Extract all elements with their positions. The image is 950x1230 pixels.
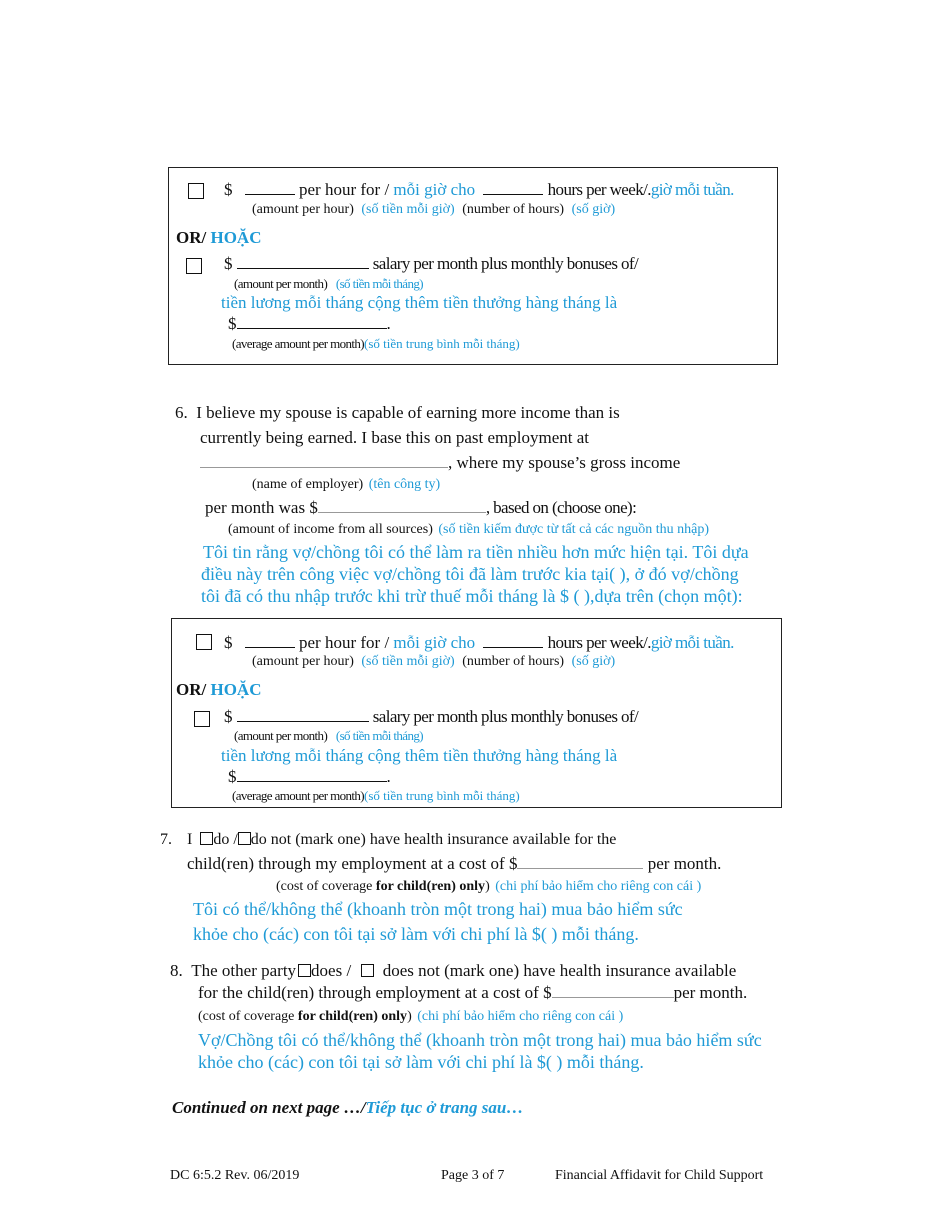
per-hour-label-vi: mỗi giờ cho (393, 633, 476, 652)
bonus-amount-field-1[interactable] (237, 314, 387, 329)
item6-text4b: , based on (choose one): (485, 498, 637, 517)
caption-number-of-hours-vi: (số giờ) (571, 654, 616, 669)
does-not-checkbox[interactable] (361, 964, 374, 977)
hours-per-week-label-vi: giờ mỗi tuần. (650, 633, 734, 652)
salary-checkbox-2[interactable] (194, 711, 210, 727)
caption-cost-end: ) (407, 1009, 412, 1024)
item8-text2b: per month. (673, 983, 748, 1002)
salary-amount-field-2[interactable] (237, 707, 369, 722)
amount-per-hour-field-2[interactable] (245, 633, 295, 648)
caption-cost: (cost of coverage (198, 1009, 295, 1024)
does-not-label: does not (mark one) have health insurance available (382, 961, 737, 980)
or-text: OR/ (176, 680, 207, 699)
salary-line-1 (224, 254, 638, 274)
caption-amount-per-month: (amount per month) (234, 728, 328, 743)
caption-number-of-hours: (number of hours) (462, 202, 565, 217)
hours-field-2[interactable] (483, 633, 543, 648)
per-hour-label: per hour for / (299, 633, 390, 652)
or-text-vi: HOẶC (210, 680, 262, 699)
or-text-vi: HOẶC (210, 228, 262, 247)
item6-line1 (175, 403, 620, 423)
hourly-captions-1 (252, 202, 615, 218)
caption-amount-per-month-vi: (số tiền mỗi tháng) (335, 276, 424, 291)
bonus-captions-1 (232, 336, 520, 352)
caption-cost-vi: (chi phí bảo hiểm cho riêng con cái ) (495, 879, 702, 894)
salary-amount-field-1[interactable] (237, 254, 369, 269)
salary-label: salary per month plus monthly bonuses of/ (372, 707, 639, 726)
caption-cost-bold: for child(ren) only (297, 1009, 408, 1024)
item8-text2a: for the child(ren) through employment at a cost of $ (198, 983, 552, 1002)
caption-cost-vi: (chi phí bảo hiểm cho riêng con cái ) (417, 1009, 624, 1024)
item6-vi-line1: Tôi tin rằng vợ/chồng tôi có thể làm ra tiền nhiều hơn mức hiện tại. Tôi dựa (203, 542, 749, 562)
hourly-line-2 (224, 633, 734, 653)
caption-amount-per-month-vi: (số tiền mỗi tháng) (335, 728, 424, 743)
caption-cost-bold: for child(ren) only (375, 879, 486, 894)
caption-amount-per-month: (amount per month) (234, 276, 328, 291)
employer-name-field[interactable] (200, 453, 448, 468)
salary-captions-1 (234, 276, 423, 292)
caption-amount-per-hour: (amount per hour) (252, 202, 354, 217)
item6-text3: , where my spouse’s gross income (448, 453, 681, 472)
item-number: 6. (175, 403, 188, 422)
item6-text1: I believe my spouse is capable of earning more income than is (196, 403, 620, 422)
caption-employer: (name of employer) (252, 477, 364, 492)
caption-income-sources-vi: (số tiền kiếm được từ tất cả các nguồn thu nhập) (438, 522, 709, 537)
do-not-label: do not (mark one) have health insurance available for the (250, 831, 617, 848)
caption-average: (average amount per month) (232, 336, 365, 351)
item7-vi-line2: khỏe cho (các) con tôi tại sở làm với chi phí là $( ) mỗi tháng. (193, 924, 639, 944)
bonus-amount-field-2[interactable] (237, 767, 387, 782)
item7-number: 7. (160, 831, 172, 848)
item7-line1 (187, 831, 616, 849)
item6-text4a: per month was $ (205, 498, 318, 517)
item8-line1 (170, 961, 736, 981)
item7-i: I (187, 831, 193, 848)
hours-per-week-label-vi: giờ mỗi tuần. (650, 180, 734, 199)
does-checkbox[interactable] (298, 964, 311, 977)
salary-line-2 (224, 707, 638, 727)
item8-text1a: The other party (191, 961, 297, 980)
caption-cost: (cost of coverage (276, 879, 373, 894)
cost-per-month-field-8[interactable] (552, 983, 674, 998)
or-label-2 (176, 680, 261, 700)
dollar-sign: $ (224, 633, 233, 652)
period: . (386, 314, 391, 333)
item6-line2: currently being earned. I base this on past employment at (200, 428, 589, 447)
or-text: OR/ (176, 228, 207, 247)
caption-number-of-hours: (number of hours) (462, 654, 565, 669)
dollar-sign: $ (228, 767, 237, 786)
item8-vi-line2: khỏe cho (các) con tôi tại sở làm với chi phí là $( ) mỗi tháng. (198, 1052, 644, 1072)
do-label: do / (213, 831, 238, 848)
dollar-sign: $ (224, 180, 233, 199)
salary-captions-2 (234, 728, 423, 744)
item7-line2 (187, 854, 721, 874)
caption-number-of-hours-vi: (số giờ) (571, 202, 616, 217)
salary-checkbox-1[interactable] (186, 258, 202, 274)
item7-cost-captions (276, 879, 701, 895)
caption-average: (average amount per month) (232, 788, 365, 803)
caption-average-vi: (số tiền trung bình mỗi tháng) (364, 788, 520, 803)
per-hour-label-vi: mỗi giờ cho (393, 180, 476, 199)
continued-en: Continued on next page …/ (172, 1098, 366, 1117)
per-hour-label: per hour for / (299, 180, 390, 199)
hourly-checkbox-1[interactable] (188, 183, 204, 199)
caption-amount-per-hour-vi: (số tiền mỗi giờ) (361, 654, 455, 669)
or-label-1 (176, 228, 261, 248)
dollar-sign: $ (224, 707, 233, 726)
item7-text2a: child(ren) through my employment at a cost of $ (187, 854, 518, 873)
employer-captions (252, 477, 440, 493)
do-checkbox[interactable] (200, 832, 213, 845)
gross-income-field[interactable] (318, 498, 486, 513)
item7-vi-line1: Tôi có thể/không thể (khoanh tròn một trong hai) mua bảo hiểm sức (193, 899, 683, 919)
caption-amount-per-hour: (amount per hour) (252, 654, 354, 669)
continued-notice (172, 1098, 523, 1118)
hours-field-1[interactable] (483, 180, 543, 195)
item6-line3 (200, 453, 680, 473)
footer-title: Financial Affidavit for Child Support (555, 1168, 764, 1183)
caption-income-sources: (amount of income from all sources) (228, 522, 433, 537)
hours-per-week-label: hours per week/. (547, 180, 651, 199)
item7-text2b: per month. (647, 854, 722, 873)
dollar-sign: $ (228, 314, 237, 333)
item6-line4 (205, 498, 636, 518)
bonus-line-2 (228, 767, 391, 787)
salary-label-vi-1: tiền lương mỗi tháng cộng thêm tiền thưởng hàng tháng là (221, 293, 618, 312)
caption-amount-per-hour-vi: (số tiền mỗi giờ) (361, 202, 455, 217)
income-captions (228, 522, 709, 538)
caption-cost-end: ) (485, 879, 490, 894)
do-not-checkbox[interactable] (238, 832, 251, 845)
item8-cost-captions (198, 1009, 623, 1025)
hourly-captions-2 (252, 654, 615, 670)
bonus-captions-2 (232, 788, 520, 804)
caption-average-vi: (số tiền trung bình mỗi tháng) (364, 336, 520, 351)
item-number: 8. (170, 961, 183, 980)
hourly-line-1 (224, 180, 734, 200)
bonus-line-1 (228, 314, 391, 334)
item6-vi-line2: điều này trên công việc vợ/chồng tôi đã làm trước kia tại( ), ở đó vợ/chồng (201, 564, 739, 584)
item8-line2 (198, 983, 747, 1003)
amount-per-hour-field-1[interactable] (245, 180, 295, 195)
period: . (386, 767, 391, 786)
salary-label-vi-2: tiền lương mỗi tháng cộng thêm tiền thưởng hàng tháng là (221, 746, 618, 765)
hourly-checkbox-2[interactable] (196, 634, 212, 650)
salary-label: salary per month plus monthly bonuses of/ (372, 254, 639, 273)
does-label: does / (311, 961, 352, 980)
item8-vi-line1: Vợ/Chồng tôi có thể/không thể (khoanh tròn một trong hai) mua bảo hiểm sức (198, 1030, 762, 1050)
footer-page-number: Page 3 of 7 (441, 1168, 505, 1183)
caption-employer-vi: (tên công ty) (368, 477, 441, 492)
dollar-sign: $ (224, 254, 233, 273)
hours-per-week-label: hours per week/. (547, 633, 651, 652)
footer-form-id: DC 6:5.2 Rev. 06/2019 (170, 1168, 300, 1183)
item6-vi-line3: tôi đã có thu nhập trước khi trừ thuế mỗi tháng là $ ( ),dựa trên (chọn một): (201, 586, 743, 606)
continued-vi: Tiếp tục ở trang sau… (365, 1098, 524, 1117)
cost-per-month-field-7[interactable] (517, 854, 643, 869)
